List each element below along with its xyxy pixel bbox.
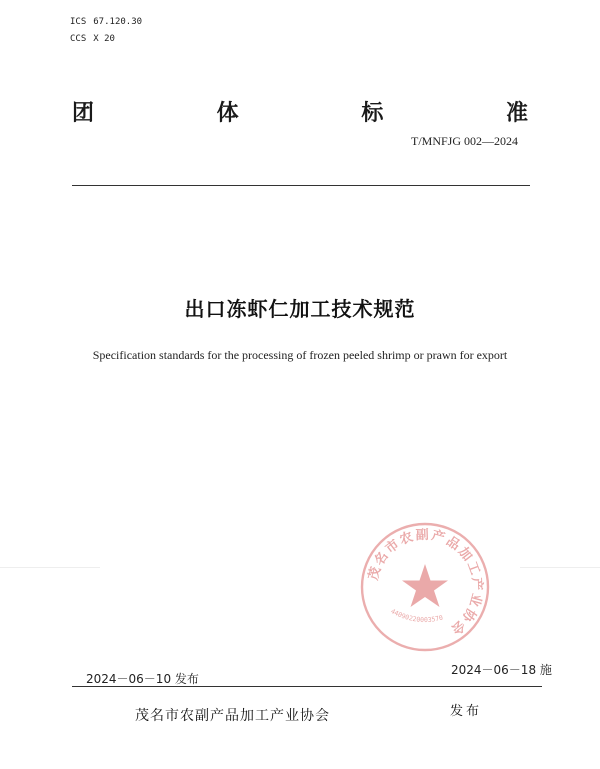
publisher-name: 茂名市农副产品加工产业协会 <box>135 708 330 724</box>
ics-label: ICS <box>70 17 87 27</box>
standard-type-char: 团 <box>72 101 95 126</box>
scan-artifact-line <box>520 567 600 568</box>
document-title-english: Specification standards for the processing of frozen peeled shrimp or prawn for export <box>92 348 508 362</box>
header-divider <box>72 185 530 186</box>
document-title-chinese: 出口冻虾仁加工技术规范 <box>184 297 416 321</box>
ccs-label: CCS <box>70 34 87 44</box>
standard-type-char: 准 <box>505 101 528 126</box>
standard-type-char: 体 <box>216 101 239 126</box>
ics-row <box>70 14 149 31</box>
scan-artifact-line <box>0 567 100 568</box>
footer-divider <box>72 686 542 687</box>
classification-codes <box>70 14 149 48</box>
release-date: 2024－06－10 发布 <box>86 672 199 686</box>
ccs-code: X 20 <box>93 34 115 44</box>
star-icon <box>402 564 448 607</box>
effective-date: 2024－06－18 施 <box>451 663 552 677</box>
ccs-row <box>70 31 149 48</box>
ics-code: 67.120.30 <box>93 17 143 27</box>
standard-type-char: 标 <box>361 101 384 126</box>
standard-number: T/MNFJG 002—2024 <box>410 134 518 148</box>
publish-label: 发布 <box>450 704 483 719</box>
association-seal <box>358 520 492 654</box>
standard-type-heading <box>72 96 528 127</box>
seal-code-text: 44090220003570 <box>389 607 444 625</box>
seal-ring-text: 茂名市农副产品加工产业协会 <box>366 527 485 638</box>
